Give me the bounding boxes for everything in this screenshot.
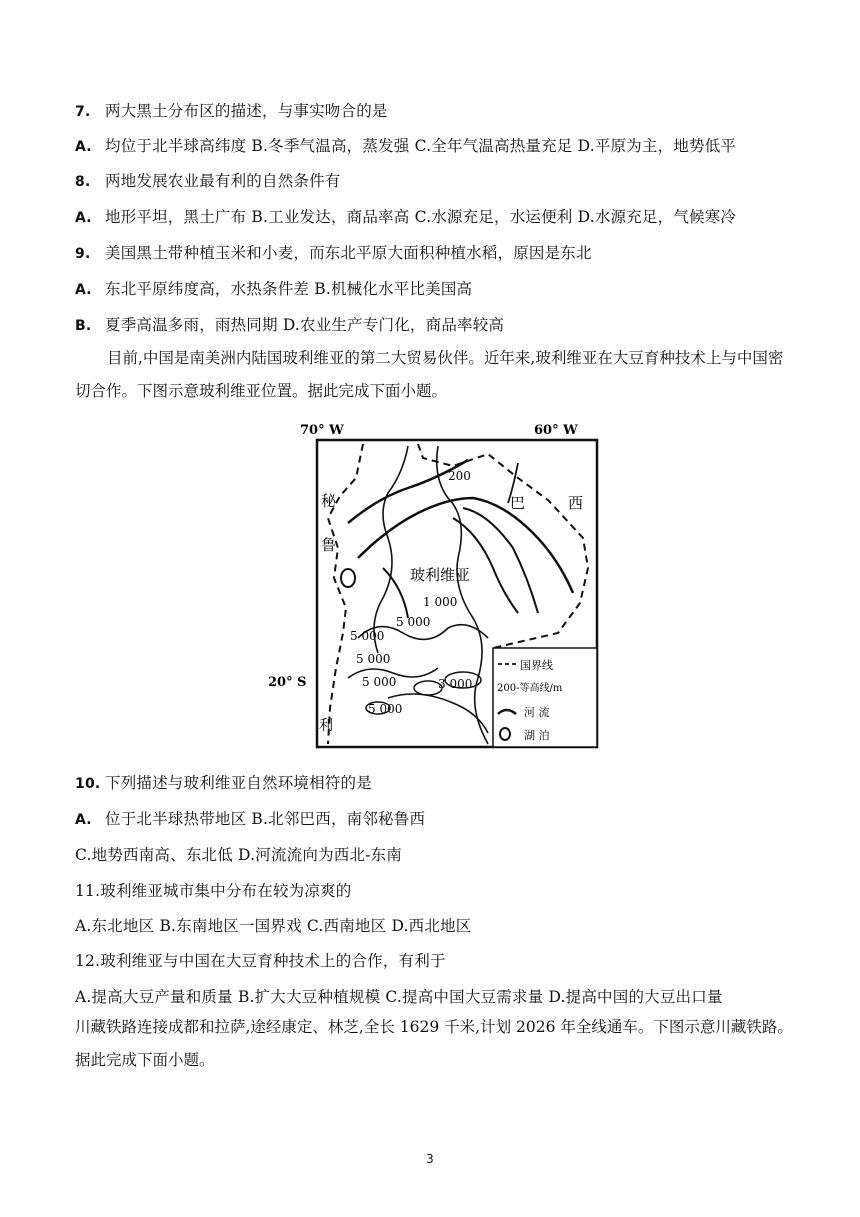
question-12: 12.玻利维亚与中国在大豆育种技术上的合作，有利于 — [75, 952, 446, 970]
country-label-brazil-1: 巴 — [510, 494, 526, 512]
question-number: 7. — [75, 104, 91, 120]
question-10-options-1 — [75, 807, 425, 829]
question-9 — [75, 241, 592, 263]
contour-value: 5 000 — [396, 615, 431, 629]
question-7-options — [75, 134, 736, 156]
option-label: A. — [75, 139, 92, 155]
question-text: 两大黑土分布区的描述，与事实吻合的是 — [105, 102, 388, 120]
question-11: 11.玻利维亚城市集中分布在较为凉爽的 — [75, 882, 352, 900]
question-number: 9. — [75, 246, 91, 262]
river — [383, 568, 408, 618]
question-text: 下列描述与玻利维亚自然环境相符的是 — [105, 774, 372, 792]
question-8 — [75, 169, 341, 191]
national-border-west — [328, 444, 363, 744]
latitude-label-20s: 20° S — [268, 675, 307, 690]
option-label: B. — [75, 318, 92, 334]
contour-value: 200 — [448, 469, 471, 483]
map-legend — [493, 648, 597, 747]
legend-lake-label: 湖 泊 — [524, 729, 550, 742]
country-label-bolivia: 玻利维亚 — [410, 566, 471, 584]
question-11-options: A.东北地区 B.东南地区一国界戏 C.西南地区 D.西北地区 — [75, 917, 472, 935]
option-label: A. — [75, 282, 92, 298]
bolivia-map — [268, 418, 610, 754]
option-label: A. — [75, 812, 92, 828]
contour-value: 1 000 — [423, 595, 458, 609]
question-10 — [75, 771, 372, 793]
country-label-brazil-2: 西 — [568, 494, 584, 512]
question-10-options-2: C.地势西南高、东北低 D.河流流向为西北-东南 — [75, 846, 403, 864]
question-12-options: A.提高大豆产量和质量 B.扩大大豆种植规模 C.提高中国大豆需求量 D.提高中国的大豆出口量 — [75, 988, 723, 1006]
contour-value: 5 000 — [368, 702, 403, 716]
country-label-peru-2: 鲁 — [321, 536, 337, 554]
longitude-label-60w: 60° W — [534, 423, 578, 438]
question-text: 美国黑土带种植玉米和小麦，而东北平原大面积种植水稻，原因是东北 — [105, 244, 592, 262]
contour-value: 5 000 — [362, 675, 397, 689]
intro-paragraph: 目前,中国是南美洲内陆国玻利维亚的第二大贸易伙伴。近年来,玻利维亚在大豆育种技术上与中国密切合作。下图示意玻利维亚位置。据此完成下面小题。 — [75, 349, 784, 400]
option-text: 地形平坦，黑土广布 B.工业发达，商品率高 C.水源充足，水运便利 D.水源充足，气候寒冷 — [105, 208, 737, 226]
question-number: 8. — [75, 174, 91, 190]
option-text: 东北平原纬度高，水热条件差 B.机械化水平比美国高 — [105, 280, 473, 298]
question-8-options — [75, 205, 736, 227]
country-label-peru: 秘 — [321, 492, 337, 510]
legend-river-label: 河 流 — [524, 706, 550, 719]
option-text: 夏季高温多雨，雨热同期 D.农业生产专门化，商品率较高 — [105, 316, 505, 334]
option-label: A. — [75, 210, 92, 226]
legend-contour-label: 200-等高线/m — [497, 683, 563, 694]
page-number: 3 — [426, 1152, 434, 1166]
option-text: 均位于北半球高纬度 B.冬季气温高，蒸发强 C.全年气温高热量充足 D.平原为主，地势低平 — [105, 137, 737, 155]
question-text: 两地发展农业最有利的自然条件有 — [105, 172, 341, 190]
river — [463, 508, 538, 613]
contour-value: 5 000 — [350, 629, 385, 643]
lake — [341, 569, 355, 587]
question-9-options-1 — [75, 277, 472, 299]
question-7 — [75, 99, 388, 121]
option-text: 位于北半球热带地区 B.北邻巴西，南邻秘鲁西 — [105, 810, 426, 828]
contour-line — [388, 694, 488, 733]
question-number: 10. — [75, 776, 101, 792]
closing-paragraph: 川藏铁路连接成都和拉萨,途经康定、林芝,全长 1629 千米,计划 2026 年全线通车。下图示意川藏铁路。据此完成下面小题。 — [75, 1018, 793, 1069]
question-9-options-2 — [75, 313, 504, 335]
country-label-chile: 利 — [319, 718, 333, 734]
contour-value: 3 000 — [438, 677, 473, 691]
legend-border-label: 国界线 — [520, 659, 553, 672]
longitude-label-70w: 70° W — [300, 423, 344, 438]
contour-value: 5 000 — [356, 652, 391, 666]
